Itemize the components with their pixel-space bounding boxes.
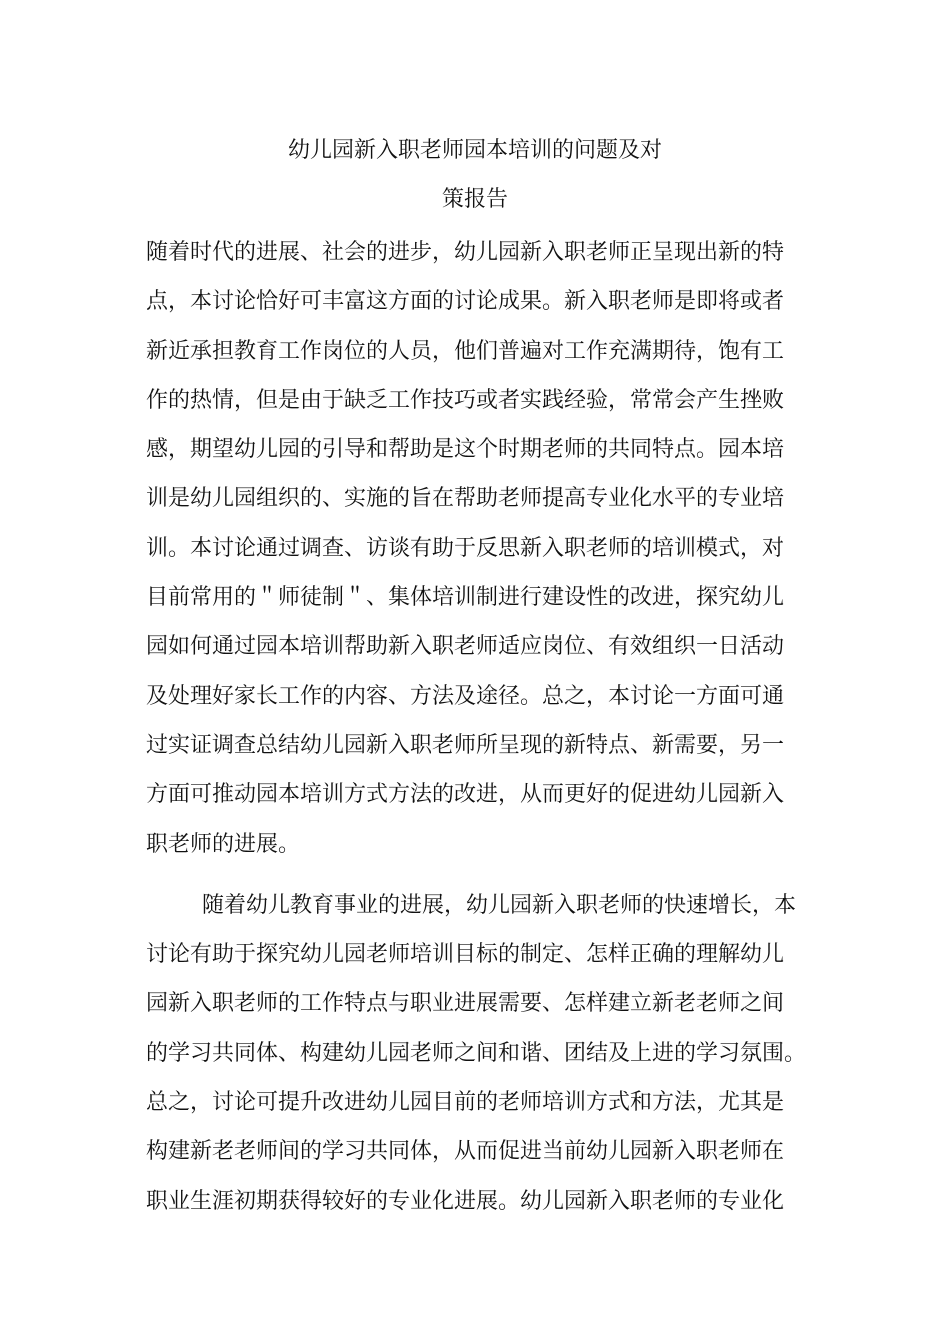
text-line: 总之，讨论可提升改进幼儿园目前的老师培训方式和方法，尤其是 bbox=[146, 1090, 785, 1116]
text-line: 方面可推动园本培训方式方法的改进，从而更好的促进幼儿园新入 bbox=[146, 782, 785, 808]
title-line: 幼儿园新入职老师园本培训的问题及对 bbox=[287, 138, 662, 163]
paragraph-2 bbox=[146, 881, 826, 1226]
paragraph-gap bbox=[146, 869, 826, 881]
text-line: 随着幼儿教育事业的进展，幼儿园新入职老师的快速增长，本 bbox=[202, 892, 797, 918]
text-line: 随着时代的进展、社会的进步，幼儿园新入职老师正呈现出新的特 bbox=[146, 240, 785, 265]
text-line: 园如何通过园本培训帮助新入职老师适应岗位、有效组织一日活动 bbox=[146, 634, 785, 660]
text-line: 感，期望幼儿园的引导和帮助是这个时期老师的共同特点。园本培 bbox=[146, 437, 785, 463]
text-line: 目前常用的＂师徒制＂、集体培训制进行建设性的改进，探究幼儿 bbox=[146, 585, 785, 611]
document-title bbox=[120, 126, 830, 225]
text-line: 职老师的进展。 bbox=[146, 831, 301, 857]
text-line: 作的热情，但是由于缺乏工作技巧或者实践经验，常常会产生挫败 bbox=[146, 387, 785, 413]
text-line: 职业生涯初期获得较好的专业化进展。幼儿园新入职老师的专业化 bbox=[146, 1188, 785, 1214]
text-line: 训。本讨论通过调查、访谈有助于反思新入职老师的培训模式，对 bbox=[146, 535, 785, 561]
paragraph-1 bbox=[146, 228, 826, 869]
document-body bbox=[146, 228, 826, 1226]
text-line: 过实证调查总结幼儿园新入职老师所呈现的新特点、新需要，另一 bbox=[146, 732, 785, 758]
text-line: 构建新老老师间的学习共同体，从而促进当前幼儿园新入职老师在 bbox=[146, 1139, 785, 1165]
text-line: 讨论有助于探究幼儿园老师培训目标的制定、怎样正确的理解幼儿 bbox=[146, 942, 785, 968]
text-line: 及处理好家长工作的内容、方法及途径。总之，本讨论一方面可通 bbox=[146, 683, 785, 709]
text-line: 点，本讨论恰好可丰富这方面的讨论成果。新入职老师是即将或者 bbox=[146, 289, 785, 315]
text-line: 的学习共同体、构建幼儿园老师之间和谐、团结及上进的学习氛围。 bbox=[146, 1040, 807, 1066]
text-line: 训是幼儿园组织的、实施的旨在帮助老师提高专业化水平的专业培 bbox=[146, 486, 785, 512]
text-line: 新近承担教育工作岗位的人员，他们普遍对工作充满期待，饱有工 bbox=[146, 338, 785, 364]
text-line: 园新入职老师的工作特点与职业进展需要、怎样建立新老老师之间 bbox=[146, 991, 785, 1017]
title-line: 策报告 bbox=[441, 187, 508, 213]
